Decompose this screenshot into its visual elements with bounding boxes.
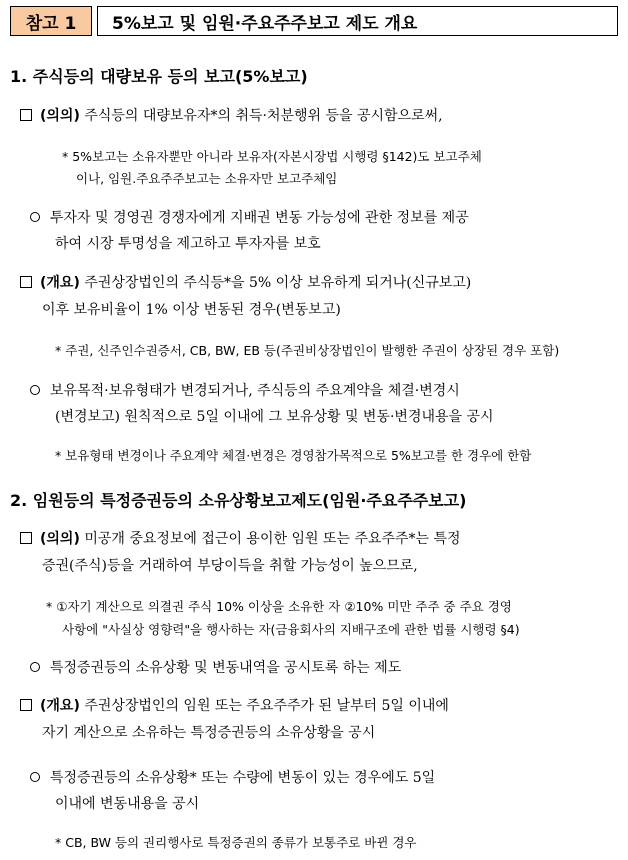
document-title: 5%보고 및 임원·주요주주보고 제도 개요 <box>97 6 618 36</box>
circle-bullet-icon <box>30 772 40 782</box>
section2-purpose <box>20 528 461 548</box>
square-bullet-icon <box>20 532 32 544</box>
section2-change-2: 이내에 변동내용을 공시 <box>55 796 200 812</box>
overview-note: * 주권, 신주인수권증서, CB, BW, EB 등(주권비상장법인이 발행한 주권이 상장된 경우 포함) <box>55 343 560 358</box>
section2-overview <box>20 695 449 715</box>
square-bullet-icon <box>20 699 32 711</box>
section2-heading: 2. 임원등의 특정증권등의 소유상황보고제도(임원·주요주주보고) <box>10 491 467 510</box>
section1-goal-2: 하여 시장 투명성을 제고하고 투자자를 보호 <box>55 236 321 252</box>
overview-text-1: 주권상장법인의 임원 또는 주요주주가 된 날부터 5일 이내에 <box>84 698 449 714</box>
section2-goal: 특정증권등의 소유상황 및 변동내역을 공시토록 하는 제도 <box>30 657 401 677</box>
purpose-label: (의의) <box>40 531 80 547</box>
section2-change-1: 특정증권등의 소유상황* 또는 수량에 변동이 있는 경우에도 5일 <box>30 767 435 787</box>
square-bullet-icon <box>20 109 32 121</box>
purpose-note-2: 이나, 임원.주요주주보고는 소유자만 보고주체임 <box>76 171 338 186</box>
circle-bullet-icon <box>30 662 40 672</box>
change-note: * 보유형태 변경이나 주요계약 체결·변경은 경영참가목적으로 5%보고를 한 경우에 한함 <box>55 448 532 463</box>
overview-text-1: 주권상장법인의 주식등*을 5% 이상 보유하게 되거나(신규보고) <box>84 275 472 291</box>
overview-label: (개요) <box>40 698 80 714</box>
section1-goal-1: 투자자 및 경영권 경쟁자에게 지배권 변동 가능성에 관한 정보를 제공 <box>30 207 469 227</box>
section2-note-1: * ①자기 계산으로 의결권 주식 10% 이상을 소유한 자 ②10% 미만 주주 중 주요 경영 <box>46 599 512 614</box>
square-bullet-icon <box>20 276 32 288</box>
section1-change-1: 보유목적·보유형태가 변경되거나, 주식등의 주요계약을 체결·변경시 <box>30 380 460 400</box>
purpose-text-2: 증권(주식)등을 거래하여 부당이득을 취할 가능성이 높으므로, <box>42 558 418 574</box>
circle-bullet-icon <box>30 385 40 395</box>
section2-change-note: * CB, BW 등의 권리행사로 특정증권의 종류가 보통주로 바뀐 경우 <box>55 835 417 850</box>
overview-text-2: 자기 계산으로 소유하는 특정증권등의 소유상황을 공시 <box>42 725 376 741</box>
section1-change-2: (변경보고) 원칙적으로 5일 이내에 그 보유상황 및 변동·변경내용을 공시 <box>55 409 494 425</box>
circle-bullet-icon <box>30 212 40 222</box>
section1-purpose <box>20 105 443 125</box>
purpose-text: 주식등의 대량보유자*의 취득·처분행위 등을 공시함으로써, <box>84 108 443 124</box>
section1-overview <box>20 272 471 292</box>
section1-heading: 1. 주식등의 대량보유 등의 보고(5%보고) <box>10 67 308 86</box>
purpose-text-1: 미공개 중요정보에 접근이 용이한 임원 또는 주요주주*는 특정 <box>84 531 461 547</box>
section2-note-2: 사항에 "사실상 영향력"을 행사하는 자(금융회사의 지배구조에 관한 법률 시행령 §4) <box>62 622 520 637</box>
overview-label: (개요) <box>40 275 80 291</box>
reference-label: 참고 1 <box>10 6 92 36</box>
purpose-label: (의의) <box>40 108 80 124</box>
purpose-note-1: * 5%보고는 소유자뿐만 아니라 보유자(자본시장법 시행령 §142)도 보고주체 <box>62 149 482 164</box>
overview-text-2: 이후 보유비율이 1% 이상 변동된 경우(변동보고) <box>42 302 341 318</box>
